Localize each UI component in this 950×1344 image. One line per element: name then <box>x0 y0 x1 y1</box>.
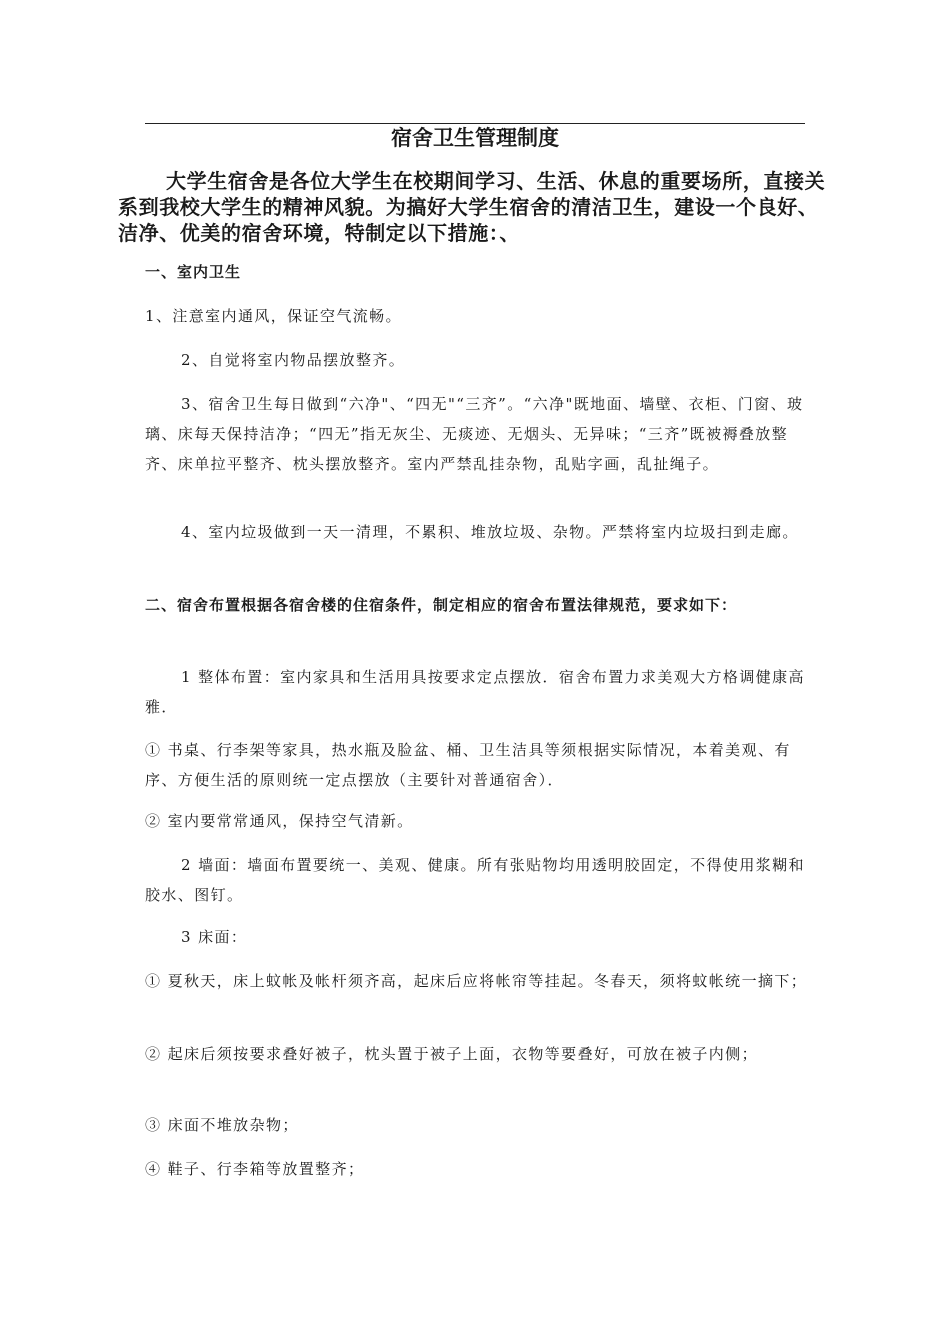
bed-heading: 3 床面： <box>181 928 248 946</box>
overall-item-1: ① 书桌、行李架等家具，热水瓶及脸盆、桶、卫生洁具等须根据实际情况，本着美观、有序、方便生活的原则统一定点摆放（主要针对普通宿舍）． <box>145 741 791 789</box>
indoor-item-1: 1、注意室内通风，保证空气流畅。 <box>145 307 402 325</box>
overall-item-2: ② 室内要常常通风，保持空气清新。 <box>145 812 414 830</box>
bed-item-2: ② 起床后须按要求叠好被子，枕头置于被子上面，衣物等要叠好，可放在被子内侧； <box>145 1045 758 1063</box>
indoor-item-4: 4、室内垃圾做到一天一清理，不累积、堆放垃圾、杂物。严禁将室内垃圾扫到走廊。 <box>181 523 799 541</box>
wall-paragraph: 2 墙面：墙面布置要统一、美观、健康。所有张贴物均用透明胶固定，不得使用浆糊和胶水、图钉。 <box>145 856 805 904</box>
intro-paragraph: 大学生宿舍是各位大学生在校期间学习、生活、休息的重要场所，直接关系到我校大学生的精神风貌。为搞好大学生宿舍的清洁卫生，建设一个良好、洁净、优美的宿舍环境，特制定以下措施：、 <box>118 169 826 245</box>
bed-item-3: ③ 床面不堆放杂物； <box>145 1116 299 1134</box>
section-heading-indoor-hygiene: 一、室内卫生 <box>145 263 242 281</box>
bed-item-1: ① 夏秋天，床上蚊帐及帐杆须齐高，起床后应将帐帘等挂起。冬春天，须将蚊帐统一摘下； <box>145 972 808 990</box>
indoor-item-2: 2、自觉将室内物品摆放整齐。 <box>181 351 406 369</box>
overall-layout-paragraph: 1 整体布置：室内家具和生活用具按要求定点摆放．宿舍布置力求美观大方格调健康高雅． <box>145 668 805 716</box>
document-title: 宿舍卫生管理制度 <box>391 125 559 150</box>
indoor-item-3: 3、宿舍卫生每日做到“六净"、“四无"“三齐”。“六净"既地面、墙壁、衣柜、门窗、玻璃、床每天保持洁净；“四无”指无灰尘、无痰迹、无烟头、无异味；“三齐”既被褥叠放整齐、床单拉平整齐、枕头摆放整齐。室内严禁乱挂杂物，乱贴字画，乱扯绳子。 <box>145 395 804 473</box>
section-heading-dorm-layout: 二、宿舍布置根据各宿舍楼的住宿条件，制定相应的宿舍布置法律规范，要求如下： <box>145 596 738 614</box>
bed-item-4: ④ 鞋子、行李箱等放置整齐； <box>145 1160 365 1178</box>
